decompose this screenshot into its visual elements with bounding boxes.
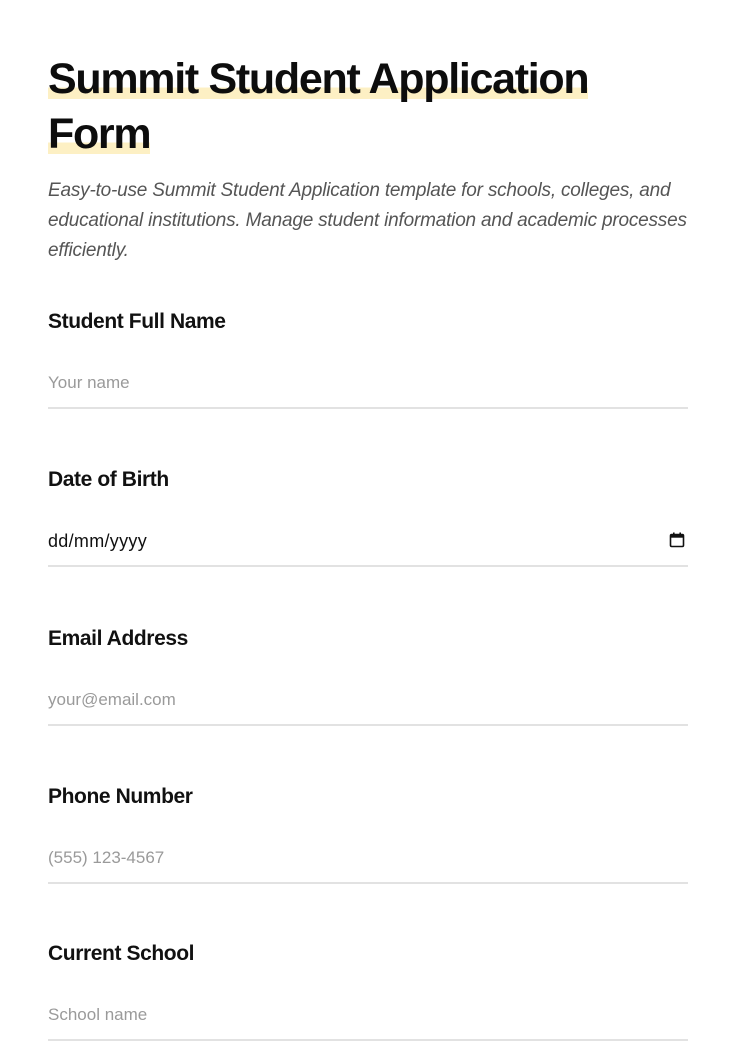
student-full-name-label: Student Full Name [48,310,226,333]
phone-number-placeholder: (555) 123-4567 [48,848,165,867]
title-line-2: Form [48,110,151,158]
form-description: Easy-to-use Summit Student Application template for schools, colleges, and educational institutions. Manage student information and academic processes efficiently. [48,180,687,261]
student-full-name-placeholder: Your name [48,373,130,392]
calendar-icon[interactable] [668,531,686,549]
title-line-1: Summit Student Application [48,55,589,103]
email-field[interactable] [48,688,688,726]
email-address-label: Email Address [48,627,188,650]
field-current-school [48,941,688,1041]
date-of-birth-label: Date of Birth [48,468,169,491]
email-placeholder: your@email.com [48,690,176,709]
student-full-name-input[interactable] [48,371,688,409]
field-date-of-birth [48,467,688,567]
field-phone-number [48,784,688,884]
field-email-address [48,626,688,726]
page-title [48,0,688,162]
field-student-full-name [48,309,688,409]
date-of-birth-input[interactable] [48,529,688,567]
phone-number-input[interactable] [48,846,688,884]
date-of-birth-value: dd/mm/yyyy [48,531,148,551]
current-school-input[interactable] [48,1003,688,1041]
current-school-label: Current School [48,942,195,965]
phone-number-label: Phone Number [48,785,193,808]
current-school-placeholder: School name [48,1005,148,1024]
